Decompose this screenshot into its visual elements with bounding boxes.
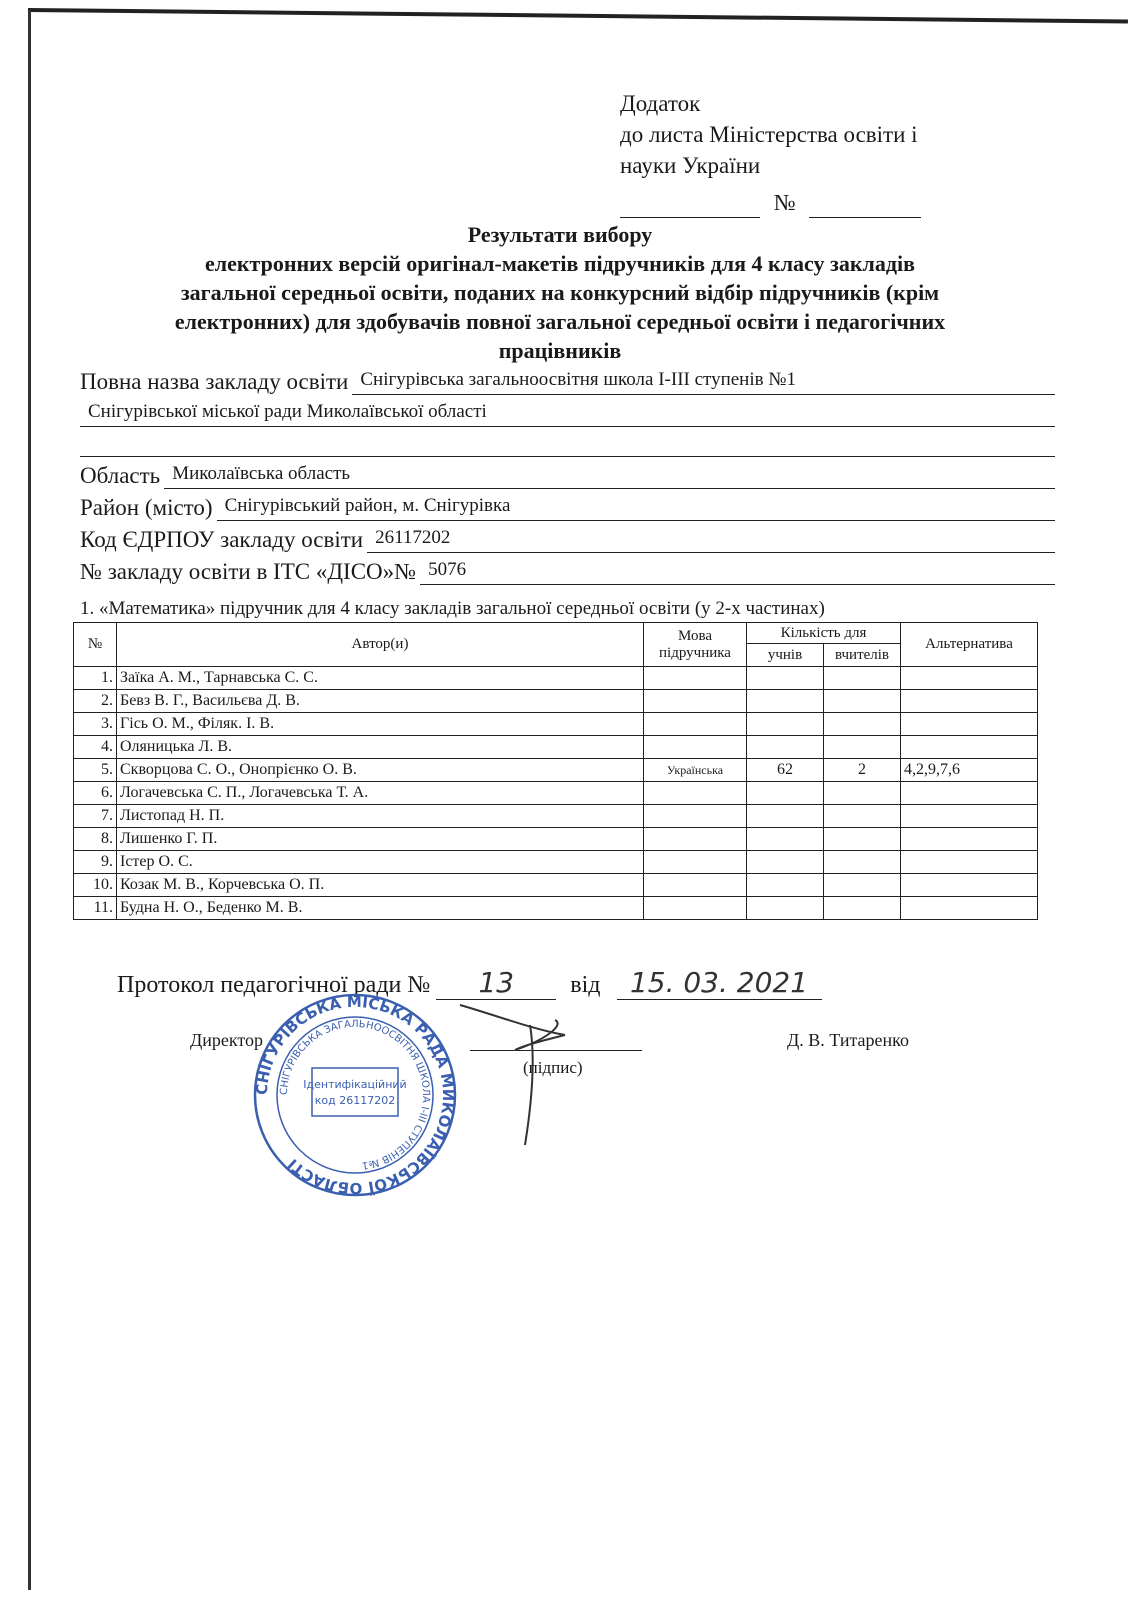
- stamp-center-line-2: код 26117202: [314, 1094, 396, 1107]
- header-students: учнів: [747, 644, 824, 667]
- table-row: [74, 759, 1038, 782]
- field-blank-line: [80, 456, 1055, 457]
- table-row: [74, 713, 1038, 736]
- header-alternative: Альтернатива: [901, 623, 1038, 667]
- row-authors: Скворцова С. О., Онопрієнко О. В.: [117, 759, 644, 782]
- row-students: [747, 667, 824, 690]
- field-district-value: Снігурівський район, м. Снігурівка: [217, 494, 1055, 521]
- protocol-number: 13: [436, 966, 556, 1000]
- row-alternative: [901, 897, 1038, 920]
- row-num: 8.: [74, 828, 117, 851]
- row-students: [747, 782, 824, 805]
- row-alternative: [901, 782, 1038, 805]
- row-language: [644, 667, 747, 690]
- row-teachers: [824, 667, 901, 690]
- table-row: [74, 828, 1038, 851]
- row-num: 11.: [74, 897, 117, 920]
- row-alternative: [901, 828, 1038, 851]
- director-label: Директор: [190, 1030, 264, 1050]
- table-row: [74, 736, 1038, 759]
- title-line-1: Результати вибору: [467, 222, 653, 247]
- appendix-line-2: до листа Міністерства освіти і: [620, 122, 918, 147]
- row-num: 9.: [74, 851, 117, 874]
- table-row: [74, 874, 1038, 897]
- table-row: [74, 897, 1038, 920]
- row-teachers: [824, 897, 901, 920]
- table-header-row: [74, 623, 1038, 644]
- appendix-date-blank: [620, 197, 760, 218]
- header-count: Кількість для: [747, 623, 901, 644]
- header-num: №: [74, 623, 117, 667]
- row-students: [747, 805, 824, 828]
- row-alternative: [901, 805, 1038, 828]
- field-full-name-value: Снігурівська загальноосвітня школа І-ІІІ ступенів №1: [352, 368, 1055, 395]
- row-alternative: [901, 690, 1038, 713]
- row-alternative: [901, 874, 1038, 897]
- row-alternative: [901, 736, 1038, 759]
- school-seal: [250, 990, 460, 1200]
- row-language: Українська: [644, 759, 747, 782]
- table-row: [74, 851, 1038, 874]
- field-region: [80, 462, 1055, 489]
- protocol-date: 15. 03. 2021: [617, 966, 822, 1000]
- title-line-2: електронних версій оригінал-макетів підручників для 4 класу закладів: [204, 251, 916, 276]
- field-region-label: Область: [80, 463, 161, 488]
- signature-caption: (підпис): [523, 1058, 583, 1077]
- field-full-name: [80, 368, 1055, 395]
- row-language: [644, 713, 747, 736]
- row-num: 10.: [74, 874, 117, 897]
- header-language: Мова підручника: [644, 623, 747, 667]
- stamp-outer-text: СНІГУРІВСЬКА МІСЬКА РАДА МИКОЛАЇВСЬКОЇ ОБЛАСТІ: [252, 992, 458, 1198]
- document-title: [90, 220, 1030, 365]
- row-authors: Заїка А. М., Тарнавська С. С.: [117, 667, 644, 690]
- field-region-value: Миколаївська область: [164, 462, 1055, 489]
- scan-edge-left: [28, 10, 31, 1590]
- row-num: 2.: [74, 690, 117, 713]
- row-num: 4.: [74, 736, 117, 759]
- row-teachers: 2: [824, 759, 901, 782]
- row-teachers: [824, 805, 901, 828]
- appendix-number-line: [620, 187, 921, 218]
- director-name: Д. В. Титаренко: [787, 1030, 909, 1050]
- table-row: [74, 805, 1038, 828]
- row-authors: Лишенко Г. П.: [117, 828, 644, 851]
- stamp-inner-text: СНІГУРІВСЬКА ЗАГАЛЬНООСВІТНЯ ШКОЛА І-ІІІ СТУПЕНІВ №1: [278, 1018, 432, 1171]
- row-num: 7.: [74, 805, 117, 828]
- field-district-label: Район (місто): [80, 495, 213, 520]
- row-authors: Листопад Н. П.: [117, 805, 644, 828]
- field-its: [80, 558, 1055, 585]
- appendix-line-3: науки України: [620, 153, 761, 178]
- row-language: [644, 874, 747, 897]
- row-alternative: [901, 667, 1038, 690]
- row-students: [747, 828, 824, 851]
- field-its-value: 5076: [420, 558, 1055, 585]
- row-language: [644, 805, 747, 828]
- row-language: [644, 736, 747, 759]
- row-authors: Будна Н. О., Беденко М. В.: [117, 897, 644, 920]
- appendix-number-sign: №: [773, 190, 796, 215]
- row-language: [644, 851, 747, 874]
- stamp-center-line-1: Ідентифікаційний: [303, 1078, 407, 1091]
- row-teachers: [824, 690, 901, 713]
- row-students: [747, 713, 824, 736]
- field-edrpou: [80, 526, 1055, 553]
- row-authors: Гісь О. М., Філяк. І. В.: [117, 713, 644, 736]
- subject-heading: 1. «Математика» підручник для 4 класу закладів загальної середньої освіти (у 2-х частинах): [80, 598, 825, 619]
- field-full-name-value-2: Снігурівської міської ради Миколаївської області: [80, 400, 1055, 427]
- row-alternative: [901, 851, 1038, 874]
- protocol-label: Протокол педагогічної ради №: [117, 972, 431, 998]
- field-full-name-label: Повна назва закладу освіти: [80, 369, 349, 394]
- row-students: [747, 897, 824, 920]
- row-authors: Логачевська С. П., Логачевська Т. А.: [117, 782, 644, 805]
- row-authors: Істер О. С.: [117, 851, 644, 874]
- row-alternative: 4,2,9,7,6: [901, 759, 1038, 782]
- row-num: 5.: [74, 759, 117, 782]
- header-teachers: вчителів: [824, 644, 901, 667]
- row-language: [644, 690, 747, 713]
- row-students: [747, 874, 824, 897]
- table-row: [74, 782, 1038, 805]
- row-students: [747, 690, 824, 713]
- row-num: 3.: [74, 713, 117, 736]
- field-edrpou-label: Код ЄДРПОУ закладу освіти: [80, 527, 364, 552]
- row-teachers: [824, 736, 901, 759]
- row-teachers: [824, 851, 901, 874]
- field-its-label: № закладу освіти в ІТС «ДІСО»№: [80, 559, 417, 584]
- row-num: 1.: [74, 667, 117, 690]
- row-num: 6.: [74, 782, 117, 805]
- scan-edge-top: [28, 8, 1128, 24]
- appendix-line-1: Додаток: [620, 91, 701, 116]
- title-line-3: загальної середньої освіти, поданих на конкурсний відбір підручників (крім: [180, 280, 940, 305]
- row-alternative: [901, 713, 1038, 736]
- title-line-5: працівників: [498, 338, 622, 363]
- field-edrpou-value: 26117202: [367, 526, 1055, 553]
- row-teachers: [824, 782, 901, 805]
- row-students: [747, 851, 824, 874]
- row-language: [644, 782, 747, 805]
- field-full-name-cont: [80, 400, 1055, 427]
- row-students: 62: [747, 759, 824, 782]
- title-line-4: електронних) для здобувачів повної загальної середньої освіти і педагогічних: [174, 309, 946, 334]
- header-authors: Автор(и): [117, 623, 644, 667]
- row-authors: Оляницька Л. В.: [117, 736, 644, 759]
- row-authors: Бевз В. Г., Васильєва Д. В.: [117, 690, 644, 713]
- table-row: [74, 667, 1038, 690]
- row-teachers: [824, 713, 901, 736]
- appendix-block: [620, 88, 921, 218]
- row-teachers: [824, 828, 901, 851]
- row-language: [644, 828, 747, 851]
- row-language: [644, 897, 747, 920]
- row-authors: Козак М. В., Корчевська О. П.: [117, 874, 644, 897]
- row-teachers: [824, 874, 901, 897]
- protocol-from-label: від: [570, 972, 601, 998]
- table-row: [74, 690, 1038, 713]
- row-students: [747, 736, 824, 759]
- handwritten-signature: [455, 995, 595, 1155]
- table-body: [74, 667, 1038, 920]
- appendix-number-blank: [809, 197, 921, 218]
- results-table: [73, 622, 1038, 920]
- field-district: [80, 494, 1055, 521]
